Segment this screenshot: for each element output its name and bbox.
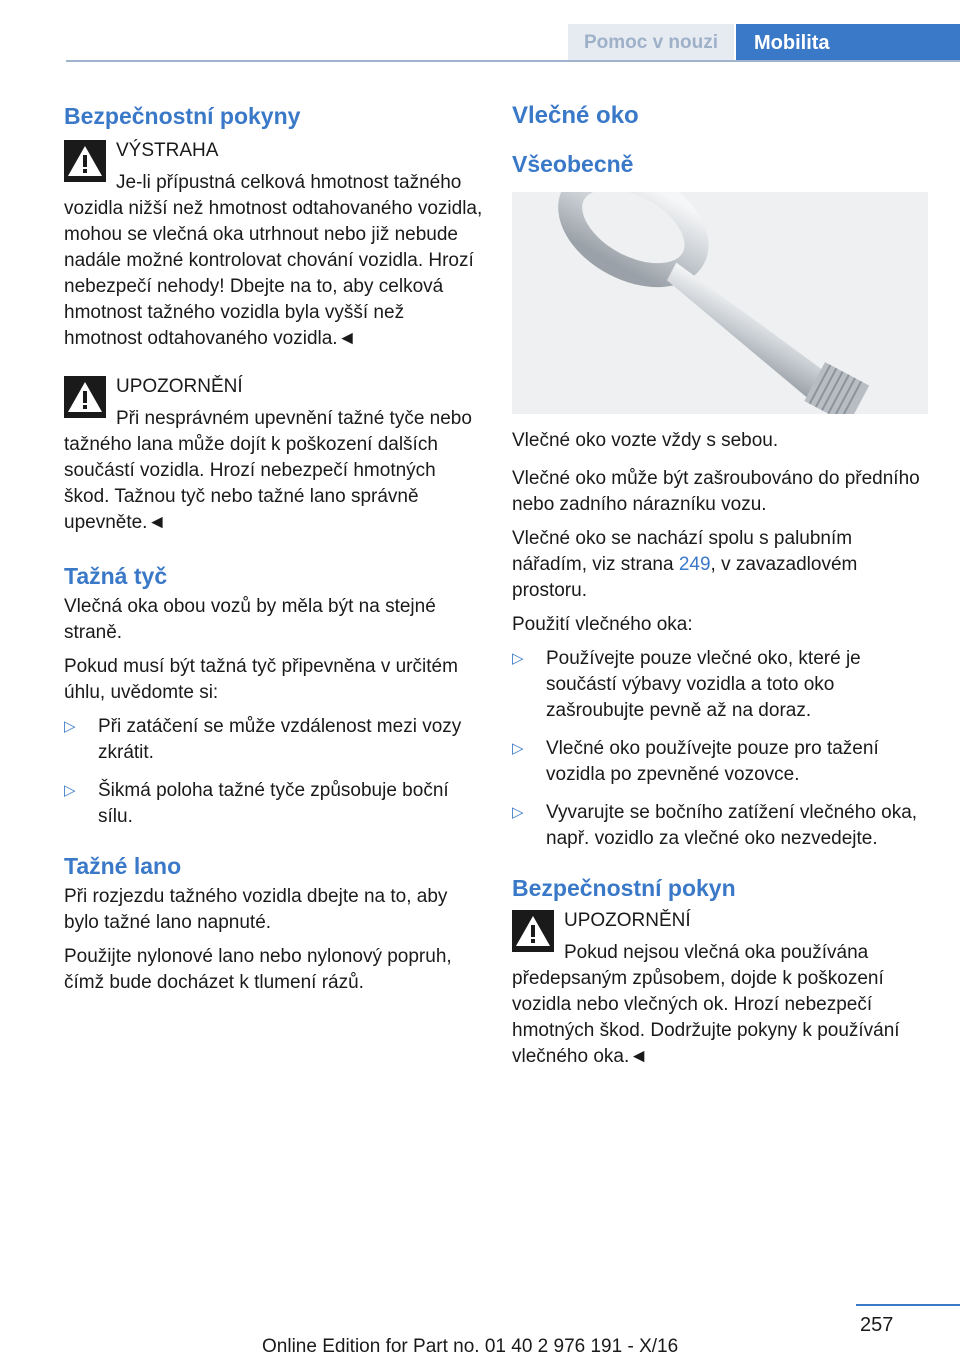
tab-mobilita[interactable] <box>736 24 960 62</box>
triangle-right-icon: ▷ <box>512 740 524 757</box>
page-number: 257 <box>860 1314 894 1336</box>
tow-eye-list <box>512 646 932 852</box>
tow-eye-heading: Vlečné oko <box>512 102 639 129</box>
tow-rope-paragraph: Použijte nylonové lano nebo nylonový popruh, čímž bude docházet k tlumení rázů. <box>64 946 452 993</box>
tow-bar-paragraph: Vlečná oka obou vozů by měla být na stejné straně. <box>64 596 436 643</box>
edition-note: Online Edition for Part no. 01 40 2 976 191 - X/16 <box>262 1336 679 1357</box>
page-link[interactable]: 249 <box>678 554 711 575</box>
right-column <box>512 100 932 1070</box>
warning-title: VÝSTRAHA <box>116 140 219 161</box>
notice-block <box>64 374 484 536</box>
general-heading: Všeobecně <box>512 151 634 177</box>
notice-title: UPOZORNĚNÍ <box>564 910 691 931</box>
tow-eye-illustration <box>512 192 928 414</box>
safety-note-heading: Bezpečnostní pokyn <box>512 875 736 901</box>
warning-body: Je-li přípustná celková hmotnost tažného vozidla nižší než hmotnost odtahovaného vozidla, mohou se vlečná oka utrhnout nebo již nebude nadále možné kontrolovat chování vozidla. Hrozí nebezpečí nehody! Dbejte na to, aby celková hmotnost tažného vozidla byla vyšší než hmotnost odtahovaného vozidla.◄ <box>64 172 483 349</box>
warning-triangle-icon <box>64 140 106 182</box>
tow-bar-heading: Tažná tyč <box>64 563 168 589</box>
tab-label: Mobilita <box>754 32 830 54</box>
header-divider <box>66 60 960 62</box>
list-item: ▷ Šikmá poloha tažné tyče způsobuje boční sílu. <box>64 780 449 827</box>
tow-eye-paragraph: Vlečné oko vozte vždy s sebou. <box>512 430 779 451</box>
tow-eye-paragraph: Vlečné oko se nachází spolu s palubním nářadím, viz strana 249, v zavazadlovém prostoru. <box>512 528 858 601</box>
tow-eye-paragraph: Použití vlečného oka: <box>512 614 693 635</box>
warning-triangle-icon <box>512 910 554 952</box>
tow-bar-paragraph: Pokud musí být tažná tyč připevněna v určitém úhlu, uvědomte si: <box>64 656 458 703</box>
notice-block <box>512 908 932 1070</box>
triangle-right-icon: ▷ <box>512 650 524 667</box>
warning-triangle-icon <box>64 376 106 418</box>
notice-title: UPOZORNĚNÍ <box>116 376 243 397</box>
tow-rope-heading: Tažné lano <box>64 853 182 879</box>
triangle-right-icon: ▷ <box>64 782 76 799</box>
tow-eye-paragraph: Vlečné oko může být zašroubováno do předního nebo zadního nárazníku vozu. <box>512 468 920 515</box>
safety-heading: Bezpečnostní pokyny <box>64 103 301 129</box>
triangle-right-icon: ▷ <box>64 718 76 735</box>
left-column <box>64 100 484 1004</box>
footer-divider <box>856 1304 960 1306</box>
triangle-right-icon: ▷ <box>512 804 524 821</box>
tab-pomoc-v-nouzi[interactable] <box>568 24 734 60</box>
list-item: ▷ Používejte pouze vlečné oko, které je součástí výbavy vozidla a toto oko zašroubujte pevně až na doraz. <box>512 648 861 721</box>
notice-body: Při nesprávném upevnění tažné tyče nebo tažného lana může dojít k poškození dalších součástí vozidla. Hrozí nebezpečí hmotných škod. Tažnou tyč nebo tažné lano správně upevněte.◄ <box>64 408 472 533</box>
list-item: ▷ Při zatáčení se může vzdálenost mezi vozy zkrátit. <box>64 716 462 763</box>
notice-body: Pokud nejsou vlečná oka používána předepsaným způsobem, dojde k poškození vozidla nebo vlečných ok. Hrozí nebezpečí hmotných škod. Dodržujte pokyny k používání vlečného oka.◄ <box>512 942 900 1067</box>
tow-bar-list <box>64 714 484 830</box>
tow-rope-paragraph: Při rozjezdu tažného vozidla dbejte na to, aby bylo tažné lano napnuté. <box>64 886 448 933</box>
list-item: ▷ Vlečné oko používejte pouze pro tažení vozidla po zpevněné vozovce. <box>512 738 879 785</box>
tab-label: Pomoc v nouzi <box>583 32 719 53</box>
warning-block <box>64 138 484 352</box>
list-item: ▷ Vyvarujte se bočního zatížení vlečného oka, např. vozidlo za vlečné oko nezvedejte. <box>512 802 918 849</box>
